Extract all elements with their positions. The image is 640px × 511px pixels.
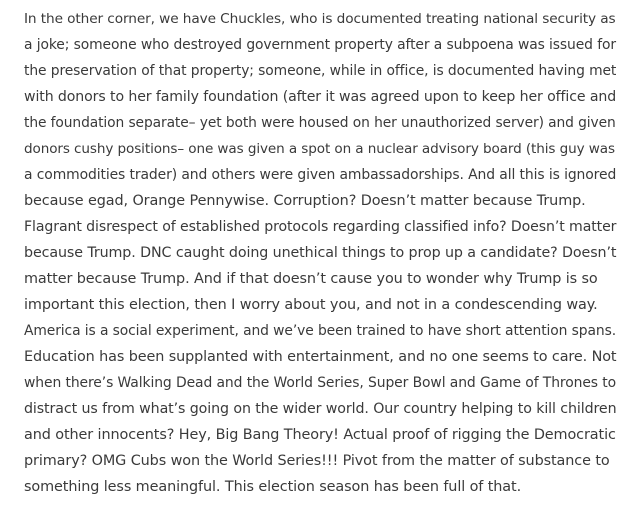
paragraph-line: because Trump. DNC caught doing unethical things to prop up a candidate? Doesn’t: [24, 245, 617, 261]
paragraph-line: important this election, then I worry about you, and not in a condescending way.: [24, 297, 598, 313]
paragraph-line: primary? OMG Cubs won the World Series!!! Pivot from the matter of substance to: [24, 453, 610, 469]
paragraph-line: with donors to her family foundation (after it was agreed upon to keep her office and: [24, 89, 617, 105]
paragraph-line: and other innocents? Hey, Big Bang Theory! Actual proof of rigging the Democratic: [24, 427, 616, 443]
paragraph-line: Flagrant disrespect of established protocols regarding classified info? Doesn’t matter: [24, 219, 617, 235]
paragraph-line: In the other corner, we have Chuckles, who is documented treating national security as: [24, 11, 616, 27]
paragraph-line: the foundation separate– yet both were housed on her unauthorized server) and given: [24, 115, 616, 131]
paragraph-line: a joke; someone who destroyed government property after a subpoena was issued for: [24, 37, 616, 53]
paragraph-line: donors cushy positions– one was given a spot on a nuclear advisory board (this guy was: [24, 141, 615, 157]
paragraph-line: because egad, Orange Pennywise. Corruption? Doesn’t matter because Trump.: [24, 193, 586, 209]
article-paragraph: [24, 6, 616, 500]
paragraph-line: distract us from what’s going on the wider world. Our country helping to kill children: [24, 401, 617, 417]
paragraph-line: a commodities trader) and others were given ambassadorships. And all this is ignored: [24, 167, 617, 183]
article-body: [24, 6, 616, 500]
paragraph-line: Education has been supplanted with entertainment, and no one seems to care. Not: [24, 349, 617, 365]
paragraph-line: America is a social experiment, and we’ve been trained to have short attention spans.: [24, 323, 616, 339]
paragraph-line: matter because Trump. And if that doesn’t cause you to wonder why Trump is so: [24, 271, 598, 287]
paragraph-line: the preservation of that property; someone, while in office, is documented having met: [24, 63, 617, 79]
paragraph-line: something less meaningful. This election season has been full of that.: [24, 479, 522, 495]
paragraph-line: when there’s Walking Dead and the World Series, Super Bowl and Game of Thrones to: [24, 375, 617, 391]
